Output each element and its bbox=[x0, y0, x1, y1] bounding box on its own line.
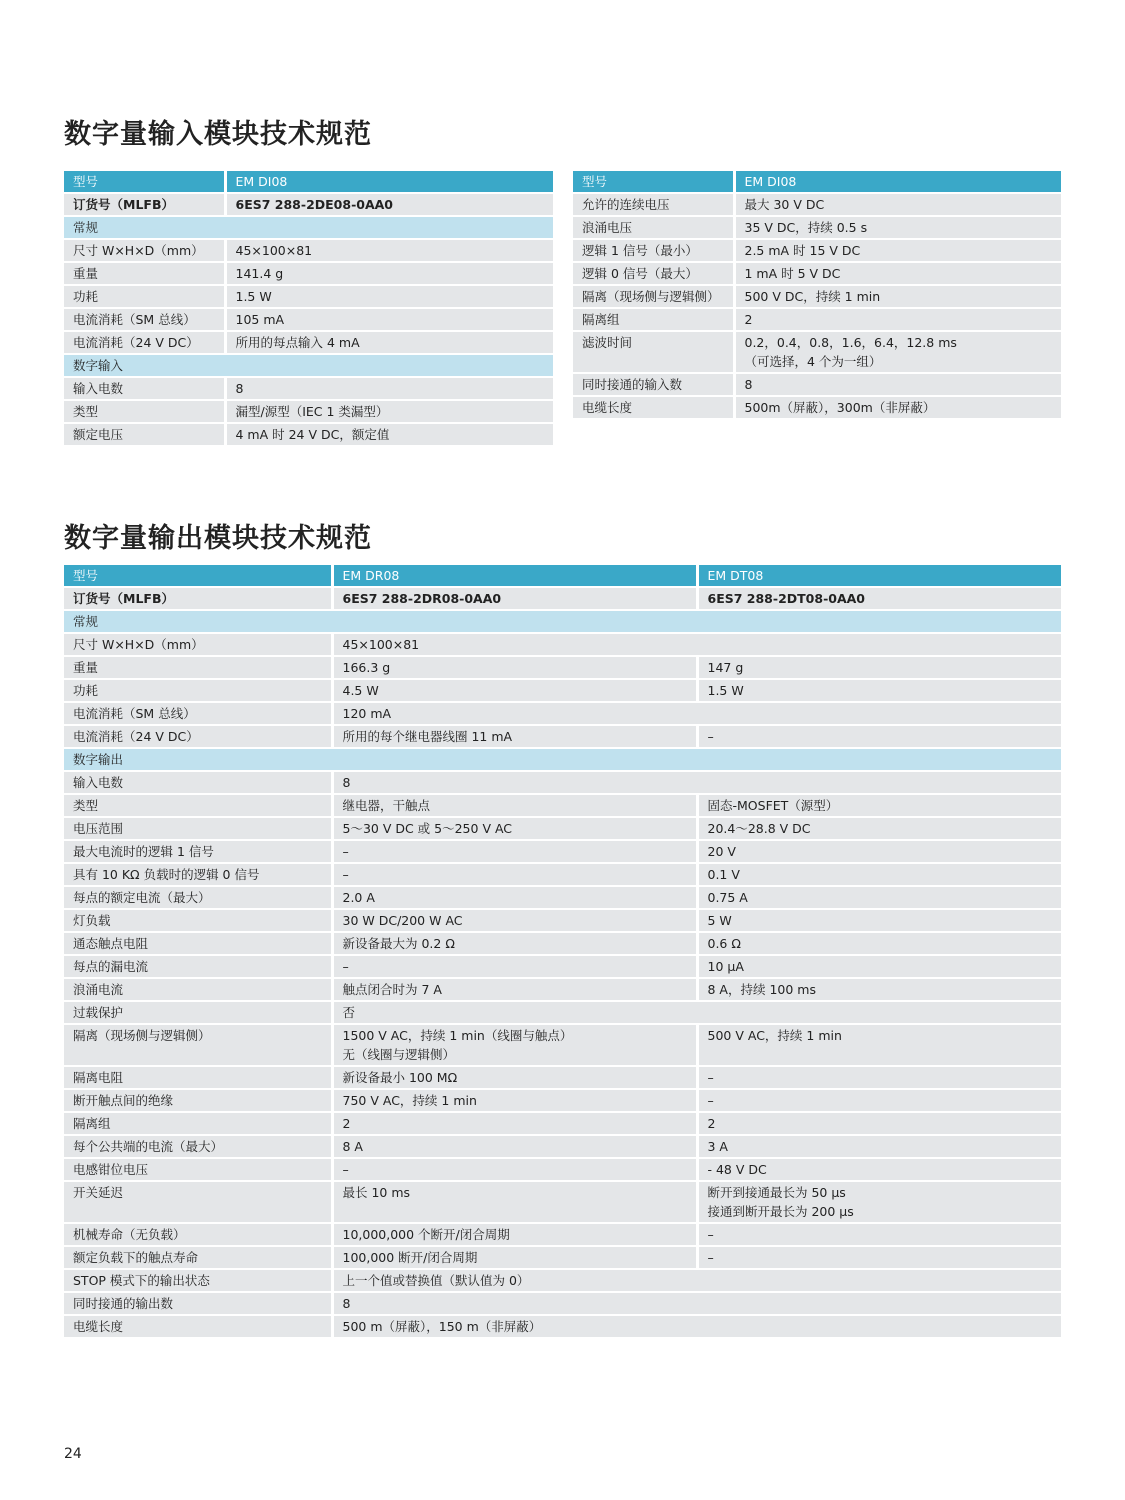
param-label-cell: 输入电数 bbox=[64, 377, 225, 400]
table-row bbox=[64, 308, 553, 331]
param-label-cell: 型号 bbox=[64, 565, 332, 587]
param-label-cell: 通态触点电阻 bbox=[64, 932, 332, 955]
param-value-cell: 1.5 W bbox=[225, 285, 553, 308]
table-row bbox=[64, 1066, 1061, 1089]
param-value-cell: 1 mA 时 5 V DC bbox=[734, 262, 1061, 285]
table-row bbox=[64, 400, 553, 423]
param-value-cell: 0.1 V bbox=[697, 863, 1061, 886]
param-value-cell: – bbox=[697, 1246, 1061, 1269]
param-value-cell: 2.5 mA 时 15 V DC bbox=[734, 239, 1061, 262]
table-row bbox=[64, 817, 1061, 840]
param-value-cell: – bbox=[332, 863, 697, 886]
param-label-cell: 尺寸 W×H×D（mm） bbox=[64, 633, 332, 656]
table-row bbox=[64, 1001, 1061, 1024]
param-label-cell: 订货号（MLFB） bbox=[64, 587, 332, 610]
param-label-cell: STOP 模式下的输出状态 bbox=[64, 1269, 332, 1292]
param-label-cell: 功耗 bbox=[64, 679, 332, 702]
table-row bbox=[64, 1292, 1061, 1315]
param-label-cell: 浪涌电压 bbox=[573, 216, 734, 239]
param-value-cell: 8 bbox=[734, 373, 1061, 396]
param-value-cell: 2 bbox=[697, 1112, 1061, 1135]
param-value-cell: 500 m（屏蔽），150 m（非屏蔽） bbox=[332, 1315, 1061, 1338]
param-value-cell: 1.5 W bbox=[697, 679, 1061, 702]
table-row bbox=[64, 863, 1061, 886]
param-label-cell: 隔离（现场侧与逻辑侧） bbox=[573, 285, 734, 308]
param-value-cell: 新设备最小 100 MΩ bbox=[332, 1066, 697, 1089]
param-label-cell: 类型 bbox=[64, 400, 225, 423]
table-row bbox=[573, 373, 1061, 396]
param-label-cell: 数字输出 bbox=[64, 748, 1061, 771]
table-row bbox=[64, 1315, 1061, 1338]
table-row bbox=[573, 193, 1061, 216]
param-value-cell: 最长 10 ms bbox=[332, 1181, 697, 1223]
table-row bbox=[64, 1112, 1061, 1135]
table-section-row bbox=[64, 610, 1061, 633]
param-label-cell: 数字输入 bbox=[64, 354, 553, 377]
param-label-cell: 隔离（现场侧与逻辑侧） bbox=[64, 1024, 332, 1066]
param-value-cell: 35 V DC，持续 0.5 s bbox=[734, 216, 1061, 239]
param-value-cell: 141.4 g bbox=[225, 262, 553, 285]
param-value-cell: 500 V DC，持续 1 min bbox=[734, 285, 1061, 308]
param-label-cell: 机械寿命（无负载） bbox=[64, 1223, 332, 1246]
param-value-cell: 所用的每点输入 4 mA bbox=[225, 331, 553, 354]
param-label-cell: 浪涌电流 bbox=[64, 978, 332, 1001]
param-value-cell: 8 bbox=[332, 1292, 1061, 1315]
param-label-cell: 型号 bbox=[64, 171, 225, 193]
table-row bbox=[64, 587, 1061, 610]
table-section-row bbox=[64, 354, 553, 377]
input-spec-table-left bbox=[64, 171, 553, 447]
param-value-cell: 166.3 g bbox=[332, 656, 697, 679]
param-label-cell: 开关延迟 bbox=[64, 1181, 332, 1223]
param-value-cell: – bbox=[697, 1223, 1061, 1246]
table-row bbox=[573, 262, 1061, 285]
table-row bbox=[64, 702, 1061, 725]
input-spec-table-right bbox=[573, 171, 1061, 420]
param-label-cell: 电流消耗（SM 总线） bbox=[64, 702, 332, 725]
table-header-row bbox=[64, 565, 1061, 587]
param-value-cell: 20 V bbox=[697, 840, 1061, 863]
param-value-cell: EM DI08 bbox=[734, 171, 1061, 193]
param-label-cell: 同时接通的输出数 bbox=[64, 1292, 332, 1315]
param-label-cell: 功耗 bbox=[64, 285, 225, 308]
param-value-cell: 2 bbox=[332, 1112, 697, 1135]
param-value-cell: – bbox=[697, 725, 1061, 748]
table-row bbox=[64, 771, 1061, 794]
param-value-cell: 所用的每个继电器线圈 11 mA bbox=[332, 725, 697, 748]
table-row bbox=[64, 331, 553, 354]
param-value-cell: 8 A bbox=[332, 1135, 697, 1158]
param-value-cell: 固态-MOSFET（源型） bbox=[697, 794, 1061, 817]
param-label-cell: 电缆长度 bbox=[64, 1315, 332, 1338]
param-label-cell: 最大电流时的逻辑 1 信号 bbox=[64, 840, 332, 863]
table-section-row bbox=[64, 216, 553, 239]
param-label-cell: 允许的连续电压 bbox=[573, 193, 734, 216]
param-label-cell: 电缆长度 bbox=[573, 396, 734, 419]
table-row bbox=[64, 285, 553, 308]
param-label-cell: 同时接通的输入数 bbox=[573, 373, 734, 396]
table-row bbox=[64, 1089, 1061, 1112]
param-label-cell: 额定电压 bbox=[64, 423, 225, 446]
output-spec-table bbox=[64, 565, 1061, 1339]
table-row bbox=[64, 886, 1061, 909]
param-label-cell: 电流消耗（SM 总线） bbox=[64, 308, 225, 331]
param-label-cell: 电流消耗（24 V DC） bbox=[64, 331, 225, 354]
table-row bbox=[64, 377, 553, 400]
param-value-cell: 120 mA bbox=[332, 702, 1061, 725]
param-value-cell: 105 mA bbox=[225, 308, 553, 331]
param-value-cell: 100,000 断开/闭合周期 bbox=[332, 1246, 697, 1269]
param-value-cell: 8 bbox=[225, 377, 553, 400]
param-value-cell: 1500 V AC，持续 1 min（线圈与触点） 无（线圈与逻辑侧） bbox=[332, 1024, 697, 1066]
param-value-cell: 2 bbox=[734, 308, 1061, 331]
param-value-cell: EM DI08 bbox=[225, 171, 553, 193]
param-value-cell: – bbox=[332, 840, 697, 863]
table-row bbox=[64, 1223, 1061, 1246]
param-value-cell: – bbox=[697, 1066, 1061, 1089]
param-label-cell: 重量 bbox=[64, 656, 332, 679]
param-value-cell: 6ES7 288-2DT08-0AA0 bbox=[697, 587, 1061, 610]
param-value-cell: 500 V AC，持续 1 min bbox=[697, 1024, 1061, 1066]
param-value-cell: 漏型/源型（IEC 1 类漏型） bbox=[225, 400, 553, 423]
param-label-cell: 订货号（MLFB） bbox=[64, 193, 225, 216]
param-value-cell: – bbox=[332, 955, 697, 978]
param-label-cell: 电流消耗（24 V DC） bbox=[64, 725, 332, 748]
param-value-cell: - 48 V DC bbox=[697, 1158, 1061, 1181]
param-label-cell: 具有 10 KΩ 负载时的逻辑 0 信号 bbox=[64, 863, 332, 886]
param-label-cell: 常规 bbox=[64, 216, 553, 239]
table-row bbox=[64, 1024, 1061, 1066]
page-number: 24 bbox=[64, 1446, 82, 1462]
table-row bbox=[64, 1269, 1061, 1292]
param-value-cell: 0.2，0.4，0.8，1.6，6.4，12.8 ms （可选择，4 个为一组） bbox=[734, 331, 1061, 373]
param-label-cell: 输入电数 bbox=[64, 771, 332, 794]
table-row bbox=[64, 932, 1061, 955]
param-value-cell: 30 W DC/200 W AC bbox=[332, 909, 697, 932]
table-row bbox=[64, 909, 1061, 932]
param-value-cell: 最大 30 V DC bbox=[734, 193, 1061, 216]
table-row bbox=[64, 633, 1061, 656]
table-row bbox=[573, 396, 1061, 419]
param-label-cell: 滤波时间 bbox=[573, 331, 734, 373]
param-label-cell: 隔离组 bbox=[64, 1112, 332, 1135]
param-value-cell: 45×100×81 bbox=[225, 239, 553, 262]
param-value-cell: 3 A bbox=[697, 1135, 1061, 1158]
table-row bbox=[64, 978, 1061, 1001]
param-value-cell: 4 mA 时 24 V DC，额定值 bbox=[225, 423, 553, 446]
param-label-cell: 电感钳位电压 bbox=[64, 1158, 332, 1181]
param-value-cell: – bbox=[332, 1158, 697, 1181]
param-value-cell: 8 A，持续 100 ms bbox=[697, 978, 1061, 1001]
param-value-cell: 2.0 A bbox=[332, 886, 697, 909]
param-value-cell: 147 g bbox=[697, 656, 1061, 679]
table-row bbox=[64, 679, 1061, 702]
param-label-cell: 型号 bbox=[573, 171, 734, 193]
param-value-cell: 8 bbox=[332, 771, 1061, 794]
table-row bbox=[64, 1181, 1061, 1223]
param-label-cell: 电压范围 bbox=[64, 817, 332, 840]
param-value-cell: 500m（屏蔽），300m（非屏蔽） bbox=[734, 396, 1061, 419]
param-value-cell: 6ES7 288-2DR08-0AA0 bbox=[332, 587, 697, 610]
table-row bbox=[64, 656, 1061, 679]
param-label-cell: 每个公共端的电流（最大） bbox=[64, 1135, 332, 1158]
param-label-cell: 类型 bbox=[64, 794, 332, 817]
param-value-cell: 5～30 V DC 或 5～250 V AC bbox=[332, 817, 697, 840]
param-value-cell: 10 μA bbox=[697, 955, 1061, 978]
table-row bbox=[64, 725, 1061, 748]
param-label-cell: 常规 bbox=[64, 610, 1061, 633]
table-row bbox=[64, 193, 553, 216]
param-label-cell: 额定负载下的触点寿命 bbox=[64, 1246, 332, 1269]
param-value-cell: 触点闭合时为 7 A bbox=[332, 978, 697, 1001]
param-value-cell: 750 V AC，持续 1 min bbox=[332, 1089, 697, 1112]
param-label-cell: 重量 bbox=[64, 262, 225, 285]
param-value-cell: 45×100×81 bbox=[332, 633, 1061, 656]
param-value-cell: 6ES7 288-2DE08-0AA0 bbox=[225, 193, 553, 216]
param-value-cell: 0.6 Ω bbox=[697, 932, 1061, 955]
param-value-cell: 4.5 W bbox=[332, 679, 697, 702]
output-spec-title: 数字量输出模块技术规范 bbox=[64, 523, 372, 554]
table-row bbox=[64, 239, 553, 262]
table-row bbox=[64, 840, 1061, 863]
param-label-cell: 逻辑 0 信号（最大） bbox=[573, 262, 734, 285]
param-label-cell: 尺寸 W×H×D（mm） bbox=[64, 239, 225, 262]
table-row bbox=[64, 1246, 1061, 1269]
table-row bbox=[64, 423, 553, 446]
table-row bbox=[573, 308, 1061, 331]
param-label-cell: 隔离组 bbox=[573, 308, 734, 331]
param-label-cell: 灯负载 bbox=[64, 909, 332, 932]
table-section-row bbox=[64, 748, 1061, 771]
table-row bbox=[64, 1158, 1061, 1181]
table-row bbox=[573, 239, 1061, 262]
param-value-cell: 0.75 A bbox=[697, 886, 1061, 909]
param-value-cell: 10,000,000 个断开/闭合周期 bbox=[332, 1223, 697, 1246]
param-value-cell: – bbox=[697, 1089, 1061, 1112]
table-row bbox=[573, 216, 1061, 239]
param-value-cell: 断开到接通最长为 50 μs 接通到断开最长为 200 μs bbox=[697, 1181, 1061, 1223]
param-label-cell: 逻辑 1 信号（最小） bbox=[573, 239, 734, 262]
param-value-cell: 否 bbox=[332, 1001, 1061, 1024]
param-value-cell: 上一个值或替换值（默认值为 0） bbox=[332, 1269, 1061, 1292]
param-value-cell: EM DT08 bbox=[697, 565, 1061, 587]
table-row bbox=[64, 262, 553, 285]
param-label-cell: 每点的漏电流 bbox=[64, 955, 332, 978]
param-value-cell: EM DR08 bbox=[332, 565, 697, 587]
table-header-row bbox=[573, 171, 1061, 193]
param-label-cell: 每点的额定电流（最大） bbox=[64, 886, 332, 909]
input-spec-title: 数字量输入模块技术规范 bbox=[64, 119, 372, 150]
table-header-row bbox=[64, 171, 553, 193]
param-label-cell: 隔离电阻 bbox=[64, 1066, 332, 1089]
param-value-cell: 继电器，干触点 bbox=[332, 794, 697, 817]
table-row bbox=[64, 1135, 1061, 1158]
param-value-cell: 5 W bbox=[697, 909, 1061, 932]
table-row bbox=[64, 955, 1061, 978]
table-row bbox=[573, 331, 1061, 373]
param-value-cell: 新设备最大为 0.2 Ω bbox=[332, 932, 697, 955]
table-row bbox=[64, 794, 1061, 817]
table-row bbox=[573, 285, 1061, 308]
param-label-cell: 断开触点间的绝缘 bbox=[64, 1089, 332, 1112]
param-label-cell: 过载保护 bbox=[64, 1001, 332, 1024]
param-value-cell: 20.4～28.8 V DC bbox=[697, 817, 1061, 840]
